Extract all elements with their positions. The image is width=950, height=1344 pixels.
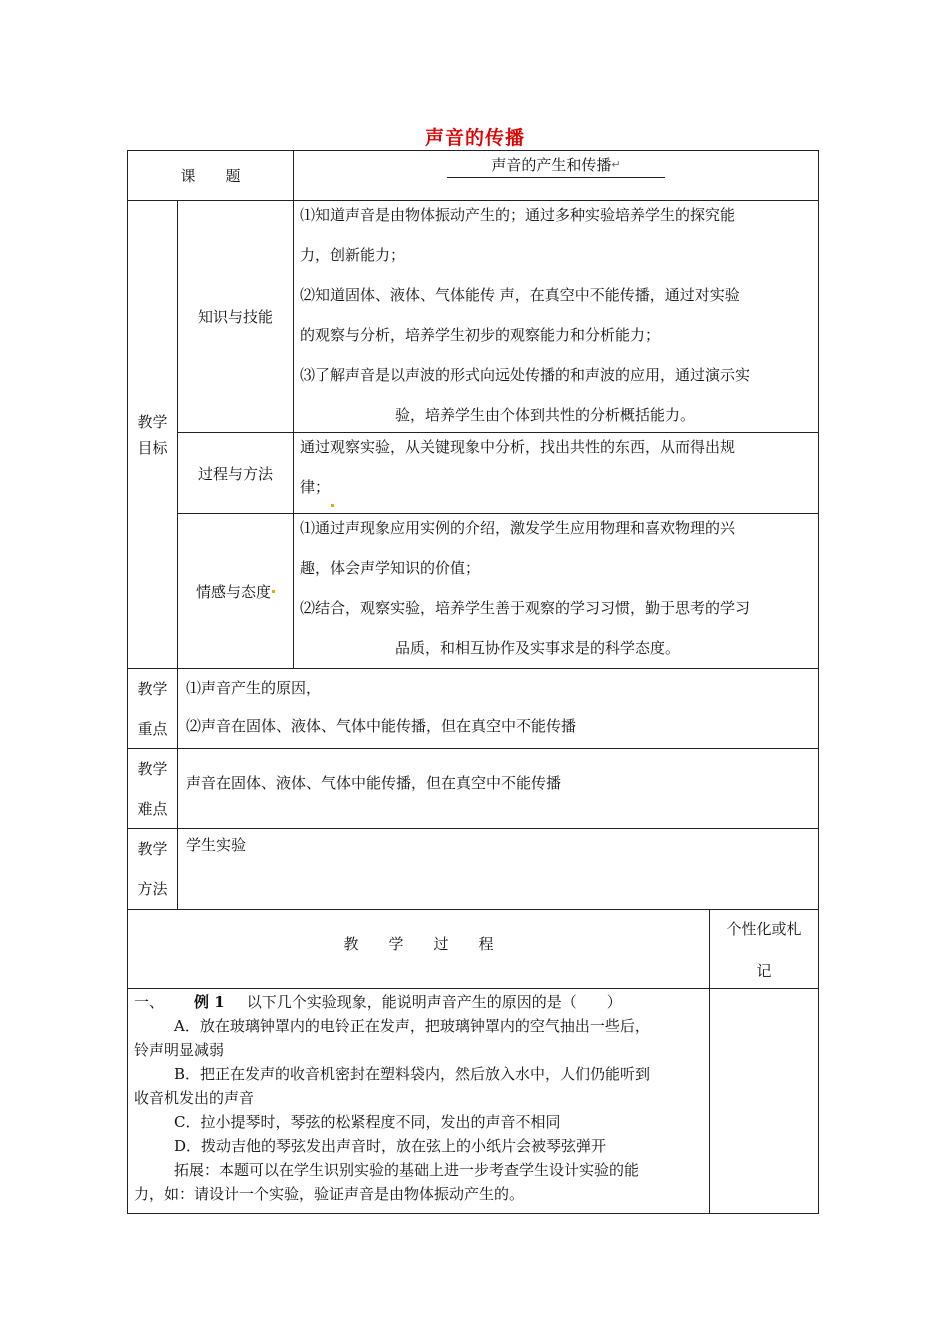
emotion-label: 情感与态度 [195,582,271,601]
emotion-line-4: 品质，和相互协作及实事求是的科学态度。 [395,639,681,657]
knowledge-content [300,195,815,435]
topic-label-cell [128,151,293,200]
emotion-content [300,508,815,668]
example-line-4: 收音机发出的声音 [134,1089,255,1107]
example-line-8: 力，如：请设计一个实验，验证声音是由物体振动产生的。 [134,1185,525,1203]
process-header-label: 教 学 过 程 [343,934,494,953]
knowledge-line-6: 验，培养学生由个体到共性的分析概括能力。 [395,406,696,424]
example-question: 以下几个实验现象，能说明声音产生的原因的是（ ） [246,993,622,1011]
notes-header [710,908,818,992]
emotion-line-2: 趣，体会声学知识的价值； [300,559,481,577]
knowledge-label: 知识与技能 [197,308,273,326]
knowledge-line-5: ⑶了解声音是以声波的形式向远处传播的和声波的应用，通过演示实 [300,366,751,384]
topic-value [447,150,665,178]
example-line-2: 铃声明显减弱 [134,1041,225,1059]
knowledge-line-1: ⑴知道声音是由物体振动产生的；通过多种实验培养学生的探究能 [300,206,736,224]
topic-label: 课 题 [180,167,241,185]
return-mark: ↵ [611,157,621,171]
key-points-label [128,669,177,749]
process-line-2: 律； [300,478,331,496]
process-content [300,427,815,507]
methods-label [128,829,177,909]
process-line-1: 通过观察实验，从关键现象中分析，找出共性的东西，从而得出规 [300,438,736,456]
key-point-1: ⑴声音产生的原因， [186,679,322,697]
knowledge-line-2: 力，创新能力； [300,246,406,264]
difficulties-label-line2: 难点 [137,800,168,818]
key-points-label-line1: 教学 [137,680,168,698]
difficulties-label-line1: 教学 [137,760,168,778]
key-points-label-line2: 重点 [137,720,168,738]
emotion-line-1: ⑴通过声现象应用实例的介绍，激发学生应用物理和喜欢物理的兴 [300,519,736,537]
knowledge-line-3: ⑵知道固体、液体、气体能传 声，在真空中不能传播，通过对实验 [300,286,740,304]
methods-label-line1: 教学 [137,840,168,858]
knowledge-label-cell [178,201,293,432]
notes-header-line2: 记 [756,962,772,980]
process-label: 过程与方法 [197,464,273,483]
key-points-content [186,669,706,745]
objectives-label-line1: 教学 [137,412,168,431]
methods-label-line2: 方法 [137,880,168,898]
difficulties-label [128,749,177,829]
example-block [134,990,706,1206]
example-line-6: D．拨动吉他的琴弦发出声音时，放在弦上的小纸片会被琴弦弹开 [174,1137,607,1155]
emotion-label-cell [178,514,293,668]
notes-header-line1: 个性化或札 [726,920,802,938]
edit-mark [272,590,275,593]
knowledge-line-4: 的观察与分析，培养学生初步的观察能力和分析能力； [300,326,661,344]
objectives-label [128,201,177,668]
example-line-7: 拓展：本题可以在学生识别实验的基础上进一步考查学生设计实验的能 [174,1161,640,1179]
methods-content: 学生实验 [186,836,247,854]
difficulties-content: 声音在固体、液体、气体中能传播，但在真空中不能传播 [186,774,562,792]
key-point-2: ⑵声音在固体、液体、气体中能传播，但在真空中不能传播 [186,717,577,735]
example-prefix: 一、 [134,993,165,1011]
example-line-1: A．放在玻璃钟罩内的电铃正在发声，把玻璃钟罩内的空气抽出一些后， [174,1017,650,1035]
example-line-3: B．把正在发声的收音机密封在塑料袋内，然后放入水中，人们仍能听到 [174,1065,651,1083]
example-line-5: C．拉小提琴时，琴弦的松紧程度不同，发出的声音不相同 [174,1113,561,1131]
objectives-label-line2: 目标 [137,438,168,457]
emotion-line-3: ⑵结合，观察实验，培养学生善于观察的学习习惯，勤于思考的学习 [300,599,751,617]
process-label-cell [178,433,293,513]
process-header [128,910,709,976]
example-tag: 例 1 [194,993,225,1011]
topic-value-text: 声音的产生和传播 [491,155,612,174]
edit-mark [331,504,334,507]
document-title: 声音的传播 [424,127,525,149]
